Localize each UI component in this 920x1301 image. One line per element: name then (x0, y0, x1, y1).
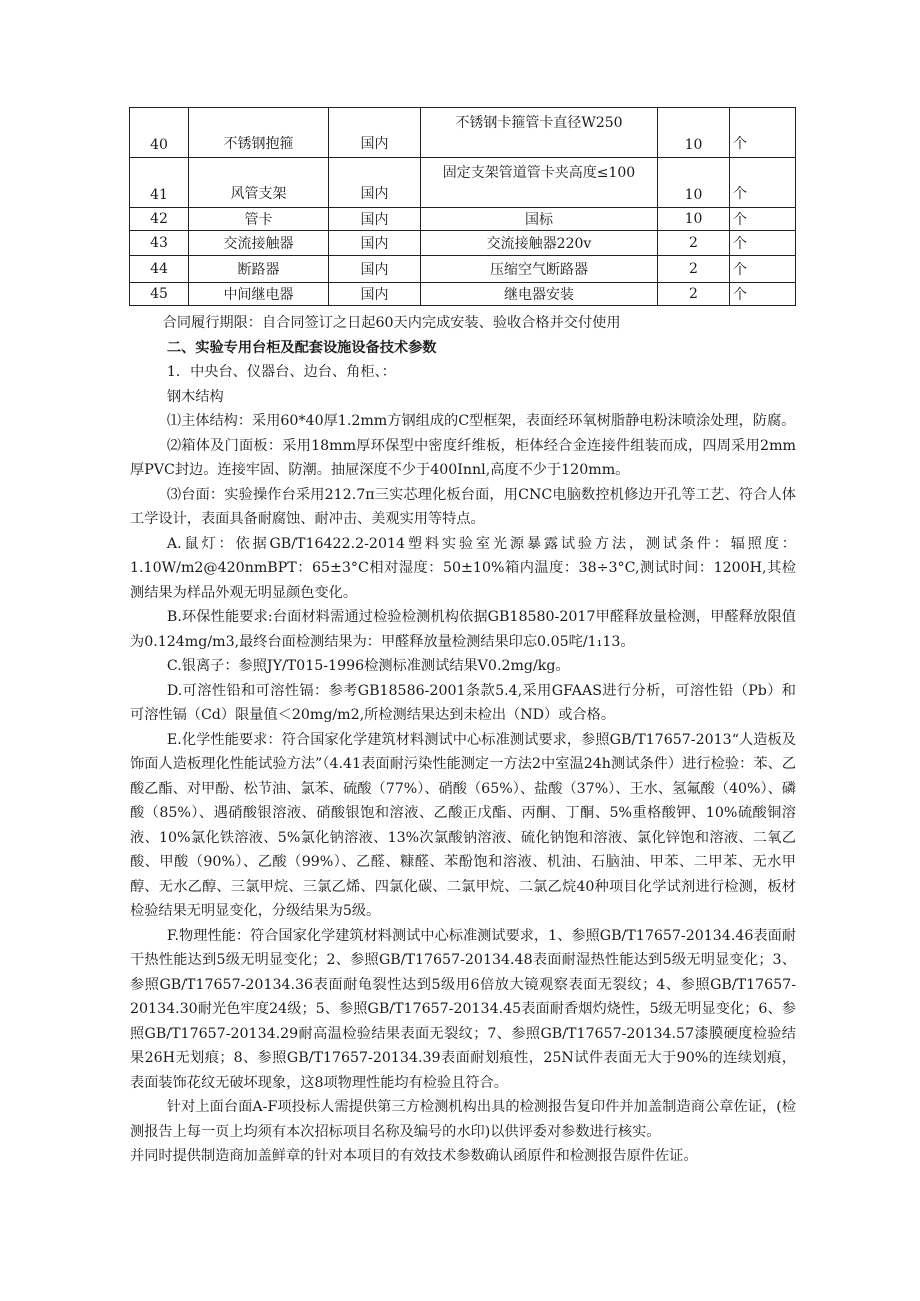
item-spec: 不锈钢卡箍管卡直径W250 (421, 108, 658, 158)
paragraph-f-physical: F.物理性能：符合国家化学建筑材料测试中心标准测试要求，1、参照GB/T17657-20134.46表面耐干热性能达到5级无明显变化；2、参照GB/T17657-20134.48表面耐湿热性能达到5级无明显变化；3、参照GB/T17657-20134.36表面耐龟裂性达到5级用6倍放大镜观察表面无裂纹；4、参照GB/T17657-20134.30耐光色牢度24级；5、参照GB/T17657-20134.45表面耐香烟灼烧性，5级无明显变化；6、参照GB/T17657-20134.29耐高温检验结果表面无裂纹；7、参照GB/T17657-20134.57漆膜硬度检验结果26H无划痕；8、参照GB/T17657-20134.39表面耐划痕性，25N试件表面无大于90%的连续划痕，表面装饰花纹无破坏现象，这8项物理性能均有检验且符合。 (130, 927, 796, 1091)
table-row (130, 231, 796, 256)
paragraph-a-light-test: A.鼠灯：依据GB/T16422.2-2014塑料实验室光源暴露试验方法，测试条件：辐照度：1.10W/m2@420nmBPT：65±3°C相对湿度：50±10%箱内温度：38÷3°C,测试时间：1200H,其检测结果为样品外观无明显颜色变化。 (130, 535, 796, 601)
item-name: 管卡 (189, 208, 329, 231)
item-spec: 继电器安装 (421, 283, 658, 306)
item-origin: 国内 (329, 108, 421, 158)
structure-label: 钢木结构 (166, 388, 224, 405)
item-unit: 个 (730, 108, 796, 158)
item-qty: 2 (658, 283, 730, 306)
item-origin: 国内 (329, 256, 421, 283)
item-qty: 10 (658, 208, 730, 231)
equipment-table (129, 107, 796, 306)
item-name: 中间继电器 (189, 283, 329, 306)
row-number: 41 (130, 158, 189, 208)
table-row (130, 158, 796, 208)
item-origin: 国内 (329, 283, 421, 306)
item-origin: 国内 (329, 208, 421, 231)
paragraph-main-structure: ⑴主体结构：采用60*40厚1.2mm方钢组成的C型框架，表面经环氧树脂静电粉沫喷涂处理，防腐。 (166, 413, 796, 429)
item-qty: 10 (658, 158, 730, 208)
item-unit: 个 (730, 158, 796, 208)
paragraph-d-lead-cadmium: D.可溶性铅和可溶性镉：参考GB18586-2001条款5.4,采用GFAAS进行分析，可溶性铅（Pb）和可溶性镉（Cd）限量值＜20mg/m2,所检测结果达到未检出（ND）或合格。 (130, 682, 796, 723)
paragraph-e-chemical: E.化学性能要求：符合国家化学建筑材料测试中心标准测试要求，参照GB/T17657-2013“人造板及饰面人造板理化性能试验方法”（4.41表面耐污染性能测定一方法2中室温24h测试条件）进行检验：苯、乙酸乙酯、对甲酚、松节油、氯苯、硫酸（77%）、硝酸（65%）、盐酸（37%）、王水、氢氟酸（40%）、磷酸（85%）、遇硝酸银溶液、硝酸银饱和溶液、乙酸正戊酯、丙酮、丁酮、5%重格酸钾、10%硫酸铜溶液、10%氯化铁溶液、5%氯化钠溶液、13%次氯酸钠溶液、硫化钠饱和溶液、氯化锌饱和溶液、二氧乙酸、甲酸（90%）、乙酸（99%）、乙醛、糠醛、苯酚饱和溶液、机油、石脑油、甲苯、二甲苯、无水甲醇、无水乙醇、三氯甲烷、三氯乙烯、四氯化碳、二氯甲烷、二氯乙烷40种项目化学试剂进行检测，板材检验结果无明显变化，分级结果为5级。 (130, 731, 796, 919)
item-spec: 固定支架管道管卡夹高度≤100 (421, 158, 658, 208)
item-name: 不锈钢抱箍 (189, 108, 329, 158)
paragraph-c-silver-ion: C.银离子：参照JY/T015-1996检测标准测试结果V0.2mg/kg。 (166, 658, 570, 674)
paragraph-b-environmental: B.环保性能要求:台面材料需通过检验检测机构依据GB18580-2017甲醛释放量检测，甲醛释放限值为0.124mg/m3,最终台面检测结果为：甲醛释放量检测结果印忘0.05咤/1₁13。 (130, 609, 796, 650)
item-origin: 国内 (329, 158, 421, 208)
item-name: 风管支架 (189, 158, 329, 208)
table-row (130, 256, 796, 283)
item-unit: 个 (730, 283, 796, 306)
item-spec: 压缩空气断路器 (421, 256, 658, 283)
item-spec: 国标 (421, 208, 658, 231)
row-number: 43 (130, 231, 189, 256)
subsection-heading: 1．中央台、仪器台、边台、角柜、： (166, 364, 396, 380)
item-qty: 10 (658, 108, 730, 158)
contract-period: 合同履行期限：自合同签订之日起60天内完成安装、验收合格并交付使用 (162, 315, 621, 331)
paragraph-worktop: ⑶台面：实验操作台采用212.7π三实芯理化板台面，用CNC电脑数控机修边开孔等工艺、符合人体工学设计，表面具备耐腐蚀、耐冲击、美观实用等特点。 (130, 486, 796, 527)
table-row (130, 283, 796, 306)
item-name: 交流接触器 (189, 231, 329, 256)
row-number: 44 (130, 256, 189, 283)
section-heading: 二、实验专用台柜及配套设施设备技术参数 (166, 339, 437, 356)
row-number: 45 (130, 283, 189, 306)
paragraph-cabinet-panel: ⑵箱体及门面板：采用18mm厚环保型中密度纤维板，柜体经合金连接件组装而成，四周采用2mm厚PVC封边。连接牢固、防潮。抽屉深度不少于400Innl,高度不少于120mm。 (130, 437, 796, 478)
row-number: 42 (130, 208, 189, 231)
item-spec: 交流接触器220v (421, 231, 658, 256)
table-row (130, 108, 796, 158)
item-qty: 2 (658, 256, 730, 283)
item-qty: 2 (658, 231, 730, 256)
item-origin: 国内 (329, 231, 421, 256)
item-unit: 个 (730, 208, 796, 231)
item-unit: 个 (730, 256, 796, 283)
paragraph-report-requirement: 针对上面台面A-F项投标人需提供第三方检测机构出具的检测报告复印件并加盖制造商公章佐证，(检测报告上每一页上均须有本次招标项目名称及编号的水印)以供评委对参数进行核实。 (130, 1099, 796, 1140)
item-unit: 个 (730, 231, 796, 256)
row-number: 40 (130, 108, 189, 158)
item-name: 断路器 (189, 256, 329, 283)
paragraph-confirmation-letter: 并同时提供制造商加盖鲜章的针对本项目的有效技术参数确认函原件和检测报告原件佐证。 (130, 1148, 698, 1164)
table-row (130, 208, 796, 231)
document-body (130, 311, 796, 1169)
